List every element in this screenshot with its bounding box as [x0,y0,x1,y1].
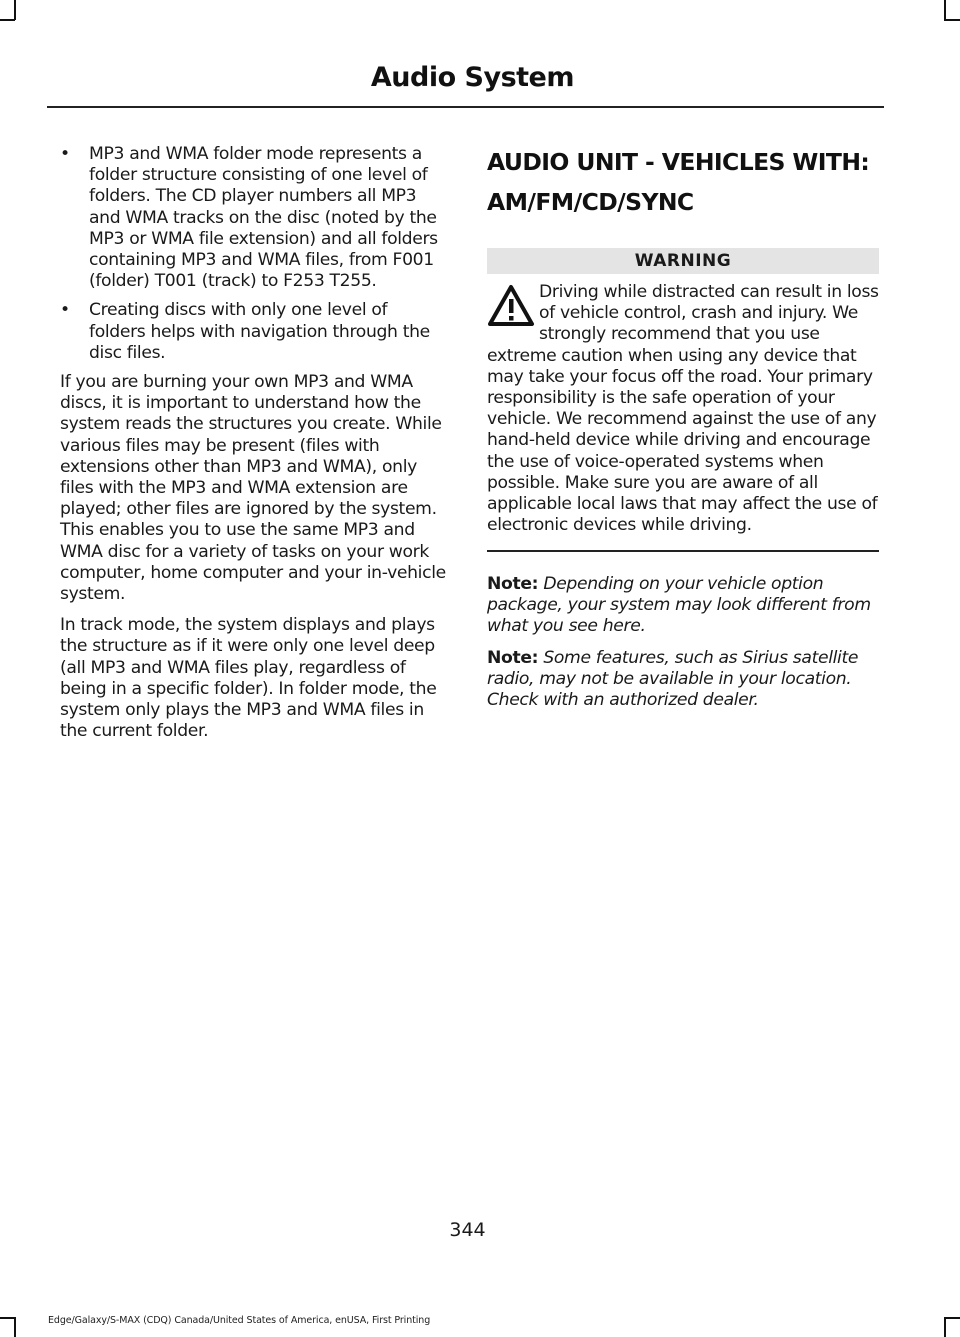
right-column [487,144,879,721]
note [487,648,879,712]
note [487,574,879,638]
bullet-item [60,144,448,292]
section-heading: AM/FM/CD/SYNC [487,188,694,216]
header-rule [47,106,884,108]
note-label: Note: [487,647,539,668]
bullet-item [60,300,448,364]
paragraph: In track mode, the system displays and plays the structure as if it were only one level deep (all MP3 and WMA files play, regardless of being in a specific folder). In folder mode, the system only plays the MP3 and WMA files in the current folder. [60,615,437,742]
warning-triangle-icon [487,284,539,336]
warning-label: WARNING [487,248,879,274]
section-heading: AUDIO UNIT - VEHICLES WITH: [487,148,870,176]
warning-box [487,282,879,536]
note-label: Note: [487,573,539,594]
warning-rule [487,550,879,552]
note-text: Some features, such as Sirius satellite radio, may not be available in your location. Check with an authorized dealer. [487,647,859,710]
left-column [60,144,448,752]
crop-mark-top-left [14,0,16,20]
bullet-text: Creating discs with only one level of folders helps with navigation through the disc files. [89,300,430,363]
bullet-marker: • [60,144,70,164]
crop-mark-top-right [944,19,960,21]
crop-mark-bottom-left [14,1317,16,1337]
crop-mark-bottom-left [0,1317,15,1319]
crop-mark-bottom-right [944,1317,946,1337]
page-number: 344 [449,1219,486,1241]
crop-mark-top-left [0,19,15,21]
footer-text: Edge/Galaxy/S-MAX (CDQ) Canada/United States of America, enUSA, First Printing [48,1315,431,1326]
crop-mark-top-right [944,0,946,20]
paragraph: If you are burning your own MP3 and WMA discs, it is important to understand how the system reads the structures you create. While various files may be present (files with extensions other than MP3 and WMA), only files with the MP3 and WMA extension are played; other files are ignored by the system. This enables you to use the same MP3 and WMA disc for a variety of tasks on your work computer, home computer and your in-vehicle system. [60,372,446,605]
bullet-marker: • [60,300,70,321]
page-header-title: Audio System [370,62,574,93]
crop-mark-bottom-right [944,1317,960,1319]
bullet-text: MP3 and WMA folder mode represents a folder structure consisting of one level of folders. The CD player numbers all MP3 and WMA tracks on the disc (noted by the MP3 or WMA file extension) and all folders containing MP3 and WMA files, from F001 (folder) T001 (track) to F253 T255. [89,144,438,292]
warning-text: Driving while distracted can result in loss of vehicle control, crash and injury. We strongly recommend that you use extreme caution when using any device that may take your focus off the road. Your primary responsibility is the safe operation of your vehicle. We recommend against the use of any hand-held device while driving and encourage the use of voice-operated systems when possible. Make sure you are aware of all applicable local laws that may affect the use of electronic devices while driving. [487,282,879,536]
note-text: Depending on your vehicle option package, your system may look different from what you see here. [487,573,871,637]
